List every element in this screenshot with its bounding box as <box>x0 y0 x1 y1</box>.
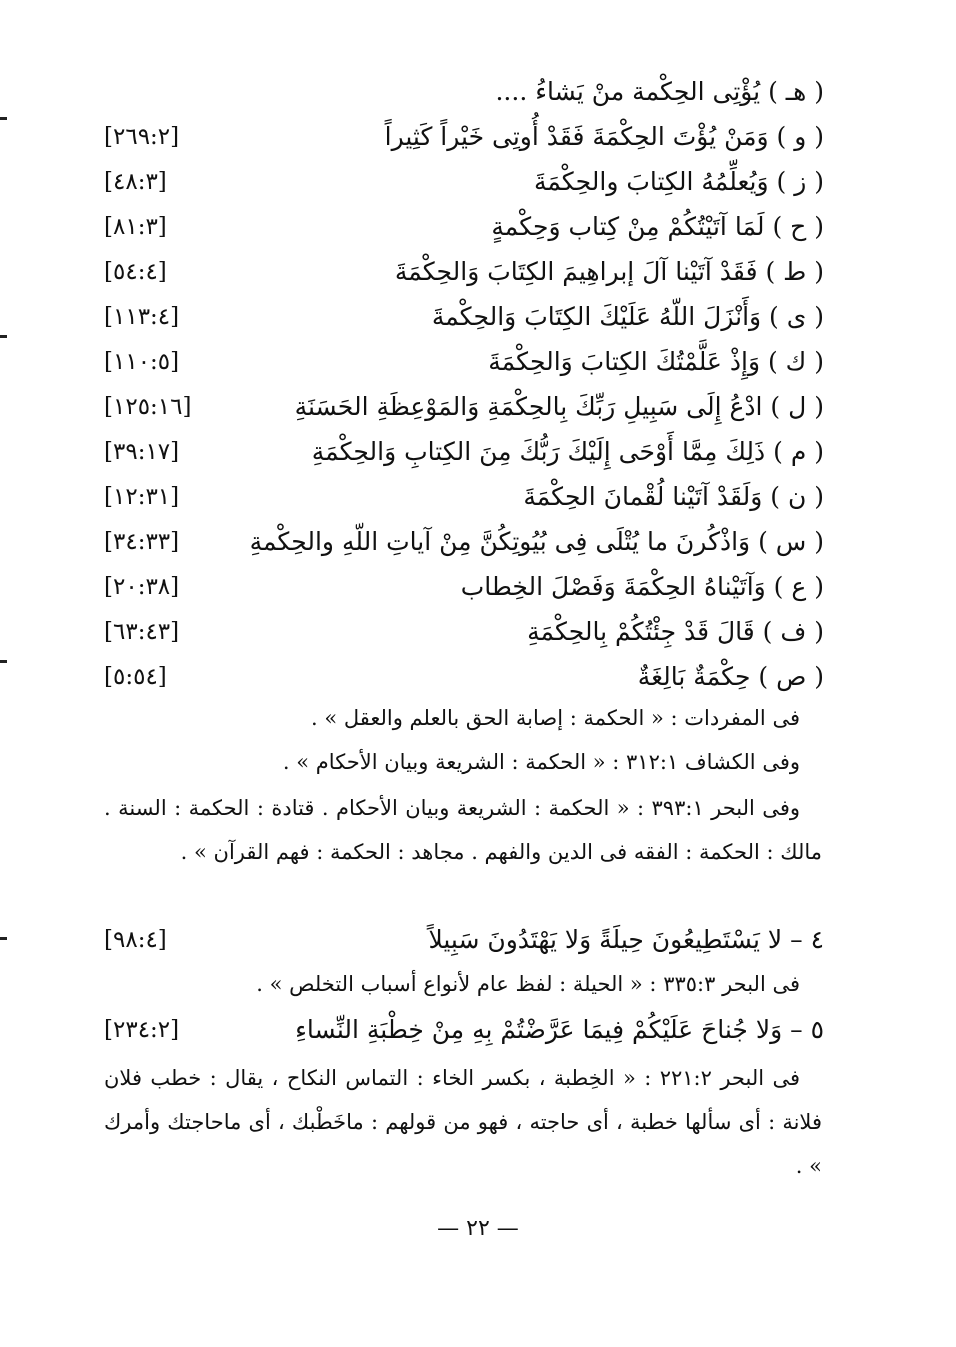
verse-text: ( س ) وَاذْكُرنَ ما يُتْلَى فِى بُيُوتِكُنَّ مِنْ آياتِ اللّهِ والحِكْمةِ <box>249 527 824 556</box>
verse-text: ( ص ) حِكْمَةٌ بَالِغَةٌ <box>637 662 824 691</box>
verse-line <box>90 610 824 654</box>
entry-note: فى البحر ٢٢١:٢ : « الخِطبة ، بكسر الخاء : التماس النكاح ، يقال : خطب فلان فلانة : أى سألها خطبة ، أى حاجته ، فهو من قولهم : ماخَطْبك ، أى ماحاجتك وأمرك » . <box>104 1066 822 1178</box>
verse-text: ( ف ) قَالَ قَدْ جِئْتُكُمْ بِالحِكْمَةِ <box>527 617 824 646</box>
verse-line <box>90 520 824 564</box>
note-bahr: وفى البحر ٣٩٣:١ : « الحكمة : الشريعة وبيان الأحكام . قتادة : الحكمة : السنة . مالك : الحكمة : الفقه فى الدين والفهم . مجاهد : الحكمة : فهم القرآن » . <box>104 796 822 864</box>
entry-text: ٥ – وَلا جُناحَ عَلَيْكُمْ فِيمَا عَرَّضْتُمْ بِهِ مِنْ خِطْبَةِ النِّساءِ <box>295 1015 824 1044</box>
verse-text: ( و ) وَمَنْ يُؤْتَ الحِكْمَةَ فَقَدْ أُوتِى خَيْراً كَثِيراً <box>384 122 824 151</box>
verse-line <box>90 475 824 519</box>
verse-line <box>90 250 824 294</box>
verse-text: ( م ) ذَلِكَ مِمَّا أَوْحَى إِلَيْكَ رَبُّكَ مِنَ الكِتابِ وَالحِكْمَةِ <box>311 437 824 466</box>
verse-reference: [٨١:٣] <box>104 214 167 240</box>
verse-reference: [٩٨:٤] <box>104 927 167 953</box>
verse-reference: [٥٤:٤] <box>104 259 167 285</box>
scan-mark <box>0 117 7 120</box>
verse-reference: [٦٣:٤٣] <box>104 619 180 645</box>
verse-text: ( ى ) وَأَنْزَلَ اللّهُ عَلَيْكَ الكِتَابَ وَالحِكْمةَ <box>431 302 824 331</box>
verse-line <box>90 655 824 699</box>
verse-reference: [٤٨:٣] <box>104 169 167 195</box>
verse-line <box>90 205 824 249</box>
verse-reference: [٣٤:٣٣] <box>104 529 180 555</box>
verse-text: ( ع ) وَآتَيْناهُ الحِكْمَةَ وَفَصْلَ الخِطاب <box>460 572 824 601</box>
verse-line <box>90 340 824 384</box>
verse-line <box>90 565 824 609</box>
scan-mark <box>0 660 7 663</box>
verse-line <box>90 295 824 339</box>
verse-line <box>90 385 824 429</box>
verse-text: ( ط ) فَقَدْ آتَيْنا آلَ إبراهِيمَ الكِتَابَ وَالحِكْمَةَ <box>394 257 824 286</box>
verse-reference: [٥:٥٤] <box>104 664 167 690</box>
entry-text: ٤ – لا يَسْتَطِيعُونَ حِيلَةً وَلا يَهْتَدُونَ سَبِيلاً <box>428 925 824 954</box>
scan-mark <box>0 335 7 338</box>
verse-reference: [١١٠:٥] <box>104 349 180 375</box>
verse-reference: [٢٦٩:٢] <box>104 124 180 150</box>
verse-reference: [١٢:٣١] <box>104 484 180 510</box>
verse-reference: [١٢٥:١٦] <box>104 394 192 420</box>
entry-line <box>90 1008 824 1052</box>
note-kashshaf: وفى الكشاف ٣١٢:١ : « الحكمة : الشريعة وبيان الأحكام » . <box>282 750 800 774</box>
scan-mark <box>0 937 7 940</box>
verse-text: ( ز ) وَيُعلِّمُهُ الكِتابَ والحِكْمَةَ <box>533 167 824 196</box>
verse-line <box>90 160 824 204</box>
verse-line <box>90 70 824 114</box>
verse-line <box>90 430 824 474</box>
verse-text: ( هـ ) يُؤْتِى الحِكْمة منْ يَشاءُ .... <box>495 77 824 106</box>
verse-reference: [٣٩:١٧] <box>104 439 180 465</box>
verse-reference: [٢٣٤:٢] <box>104 1017 180 1043</box>
verse-text: ( ح ) لَمَا آتَيْتُكُمْ مِنْ كِتاب وَحِكْمةٍ <box>491 212 824 241</box>
verse-text: ( ن ) وَلَقَدْ آتَيْنا لُقْمانَ الحِكْمَةَ <box>523 482 824 511</box>
verse-text: ( ك ) وَإِذْ عَلَّمْتُكَ الكِتابَ وَالحِكْمَةَ <box>488 347 824 376</box>
entry-note: فى البحر ٣٣٥:٣ : « الحيلة : لفظ عام لأنواع أسباب التخلص » . <box>256 972 800 996</box>
verse-text: ( ل ) ادْعُ إِلَى سَبِيلِ رَبِّكَ بِالحِكْمَةِ وَالمَوْعِظَةِ الحَسَنَةِ <box>294 392 824 421</box>
verse-line <box>90 115 824 159</box>
verse-reference: [٢٠:٣٨] <box>104 574 180 600</box>
note-mufradat: فى المفردات : « الحكمة : إصابة الحق بالعلم والعقل » . <box>310 706 800 730</box>
entry-line <box>90 918 824 962</box>
page-number: — ٢٢ — <box>437 1216 519 1241</box>
verse-reference: [١١٣:٤] <box>104 304 180 330</box>
